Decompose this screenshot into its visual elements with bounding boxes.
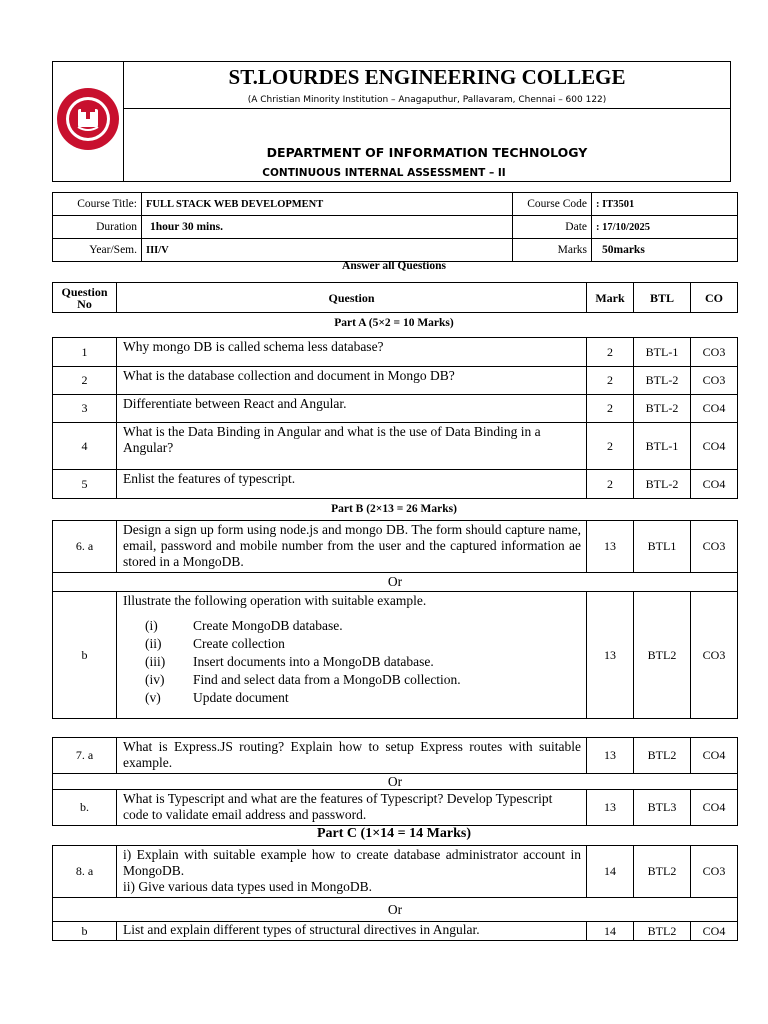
list-item-number: (iv)	[145, 672, 165, 687]
college-address: (A Christian Minority Institution – Anagaputhur, Pallavaram, Chennai – 600 122)	[247, 95, 607, 105]
question-number: b	[53, 592, 117, 719]
question-number: 4	[53, 423, 117, 470]
column-mark: Mark	[587, 283, 634, 313]
question-mark: 13	[587, 592, 634, 719]
college-logo-icon	[56, 87, 120, 151]
list-item-number: (v)	[145, 690, 161, 705]
question-mark: 13	[587, 521, 634, 573]
part-b-title: Part B (2×13 = 26 Marks)	[331, 503, 457, 515]
question-co: CO4	[691, 922, 738, 941]
table-row	[53, 592, 738, 719]
column-question: Question	[117, 283, 587, 313]
list-item-text: Create MongoDB database.	[193, 618, 343, 633]
question-btl: BTL-2	[634, 470, 691, 499]
or-separator: Or	[53, 774, 738, 790]
table-row	[53, 395, 738, 423]
question-number: 2	[53, 367, 117, 395]
question-btl: BTL3	[634, 790, 691, 826]
question-mark: 2	[587, 395, 634, 423]
question-number: 6. a	[53, 521, 117, 573]
list-item	[145, 671, 581, 689]
question-co: CO4	[691, 423, 738, 470]
question-mark: 14	[587, 846, 634, 898]
year-value: III/V	[142, 239, 513, 262]
college-name-cell	[124, 62, 731, 109]
question-column-header	[52, 282, 738, 313]
question-text: What is Express.JS routing? Explain how to setup Express routes with suitable example.	[117, 738, 587, 774]
question-text: What is the database collection and document in Mongo DB?	[117, 367, 587, 395]
question-number: 8. a	[53, 846, 117, 898]
question-mark: 13	[587, 738, 634, 774]
part-a-table	[52, 337, 738, 499]
or-row	[53, 898, 738, 922]
course-info-table	[52, 192, 738, 262]
question-number: b.	[53, 790, 117, 826]
marks-label: Marks	[513, 239, 592, 262]
question-co: CO3	[691, 338, 738, 367]
list-item	[145, 689, 581, 707]
question-co: CO3	[691, 521, 738, 573]
list-item	[145, 635, 581, 653]
question-btl: BTL-1	[634, 423, 691, 470]
question-btl: BTL2	[634, 846, 691, 898]
question-text: ii) Give various data types used in MongoDB.	[123, 879, 372, 894]
question-text: What is the Data Binding in Angular and what is the use of Data Binding in a Angular?	[117, 423, 587, 470]
question-btl: BTL2	[634, 922, 691, 941]
question-mark: 2	[587, 470, 634, 499]
duration-label: Duration	[53, 216, 142, 239]
column-question-no-line1: Question	[61, 284, 108, 299]
list-item-number: (iii)	[145, 654, 166, 669]
operation-list	[123, 617, 581, 707]
question-text-cell	[117, 846, 587, 898]
question-co: CO3	[691, 367, 738, 395]
question-co: CO4	[691, 470, 738, 499]
question-mark: 2	[587, 338, 634, 367]
course-title-label: Course Title:	[53, 193, 142, 216]
assessment-title: CONTINUOUS INTERNAL ASSESSMENT – II	[262, 167, 506, 179]
column-btl: BTL	[634, 283, 691, 313]
college-header	[52, 61, 731, 182]
question-text: Why mongo DB is called schema less database?	[117, 338, 587, 367]
table-row	[53, 846, 738, 898]
list-item-text: Insert documents into a MongoDB database.	[193, 654, 434, 669]
table-row	[53, 521, 738, 573]
question-btl: BTL2	[634, 592, 691, 719]
question-btl: BTL1	[634, 521, 691, 573]
question-text: What is Typescript and what are the features of Typescript? Develop Typescript code to validate email address and password.	[117, 790, 587, 826]
college-name: ST.LOURDES ENGINEERING COLLEGE	[228, 65, 626, 89]
question-mark: 14	[587, 922, 634, 941]
question-number: 3	[53, 395, 117, 423]
question-co: CO4	[691, 790, 738, 826]
course-code-value: : IT3501	[592, 193, 738, 216]
list-item	[145, 617, 581, 635]
question-number: 5	[53, 470, 117, 499]
table-row	[53, 423, 738, 470]
or-separator: Or	[53, 573, 738, 592]
column-question-no-line2: No	[77, 296, 92, 311]
or-separator: Or	[53, 898, 738, 922]
question-text: List and explain different types of structural directives in Angular.	[117, 922, 587, 941]
table-row	[53, 790, 738, 826]
question-text: Enlist the features of typescript.	[117, 470, 587, 499]
part-a-title: Part A (5×2 = 10 Marks)	[334, 317, 454, 329]
list-item-number: (ii)	[145, 636, 162, 651]
question-mark: 2	[587, 367, 634, 395]
question-co: CO3	[691, 846, 738, 898]
duration-value: 1hour 30 mins.	[142, 216, 513, 239]
or-row	[53, 573, 738, 592]
question-btl: BTL-2	[634, 395, 691, 423]
course-title-value: FULL STACK WEB DEVELOPMENT	[142, 193, 513, 216]
question-number: 7. a	[53, 738, 117, 774]
part-c-table	[52, 845, 738, 941]
question-btl: BTL2	[634, 738, 691, 774]
part-b-q6-table	[52, 520, 738, 719]
date-value: : 17/10/2025	[592, 216, 738, 239]
date-label: Date	[513, 216, 592, 239]
question-co: CO4	[691, 395, 738, 423]
question-text-cell	[117, 592, 587, 719]
question-text: Illustrate the following operation with suitable example.	[123, 593, 427, 608]
table-row	[53, 367, 738, 395]
question-text: Design a sign up form using node.js and mongo DB. The form should capture name, email, password and mobile number from the user and the captured information ae stored in a MongoDB.	[117, 521, 587, 573]
department-name: DEPARTMENT OF INFORMATION TECHNOLOGY	[266, 144, 588, 160]
college-logo-cell	[53, 62, 124, 182]
course-code-label: Course Code	[513, 193, 592, 216]
question-number: 1	[53, 338, 117, 367]
part-c-title: Part C (1×14 = 14 Marks)	[317, 826, 471, 841]
table-row	[53, 338, 738, 367]
question-mark: 13	[587, 790, 634, 826]
table-row	[53, 922, 738, 941]
column-question-no	[53, 283, 117, 313]
list-item	[145, 653, 581, 671]
part-b-q7-table	[52, 737, 738, 826]
question-co: CO3	[691, 592, 738, 719]
answer-all-instruction: Answer all Questions	[342, 260, 446, 272]
question-text: Differentiate between React and Angular.	[117, 395, 587, 423]
column-co: CO	[691, 283, 738, 313]
list-item-number: (i)	[145, 618, 158, 633]
marks-value: 50marks	[592, 239, 738, 262]
question-text: i) Explain with suitable example how to create database administrator account in MongoDB.	[123, 847, 581, 878]
question-co: CO4	[691, 738, 738, 774]
list-item-text: Create collection	[193, 636, 285, 651]
question-btl: BTL-2	[634, 367, 691, 395]
year-label: Year/Sem.	[53, 239, 142, 262]
list-item-text: Find and select data from a MongoDB collection.	[193, 672, 461, 687]
list-item-text: Update document	[193, 690, 289, 705]
table-row	[53, 470, 738, 499]
or-row	[53, 774, 738, 790]
question-number: b	[53, 922, 117, 941]
table-row	[53, 738, 738, 774]
question-btl: BTL-1	[634, 338, 691, 367]
question-mark: 2	[587, 423, 634, 470]
